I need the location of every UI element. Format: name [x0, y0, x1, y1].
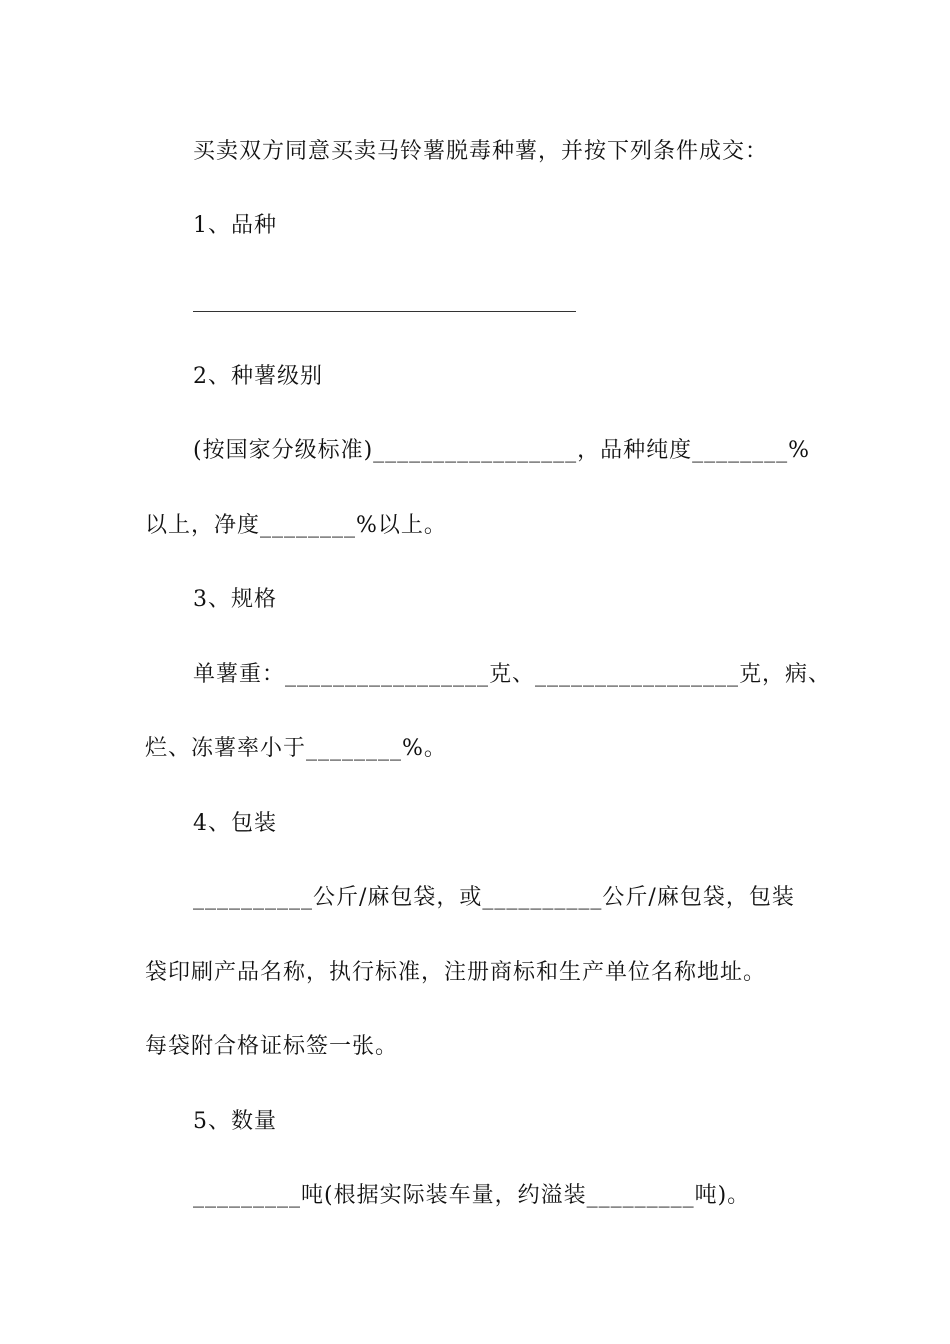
variety-blank-line: [193, 311, 576, 312]
section-4-text-line-3: 每袋附合格证标签一张。: [145, 1034, 399, 1059]
section-1-heading: 1、品种: [193, 213, 277, 238]
section-2-heading: 2、种薯级别: [193, 364, 323, 389]
section-3-heading: 3、规格: [193, 587, 277, 612]
intro-paragraph: 买卖双方同意买卖马铃薯脱毒种薯，并按下列条件成交：: [193, 139, 769, 164]
section-4-text-line-1: __________公斤/麻包袋，或__________公斤/麻包袋，包装: [193, 885, 795, 910]
section-5-heading: 5、数量: [193, 1109, 277, 1134]
section-3-text-line-2: 烂、冻薯率小于________%。: [145, 736, 447, 761]
section-3-text-line-1: 单薯重：_________________克、_________________克，病、: [193, 662, 832, 687]
section-2-text-line-1: (按国家分级标准)_________________，品种纯度________%: [193, 438, 811, 463]
section-2-text-line-2: 以上，净度________%以上。: [145, 513, 447, 538]
section-4-heading: 4、包装: [193, 811, 277, 836]
section-4-text-line-2: 袋印刷产品名称，执行标准，注册商标和生产单位名称地址。: [145, 960, 767, 985]
section-5-text-line-1: _________吨(根据实际装车量，约溢装_________吨)。: [193, 1183, 751, 1208]
